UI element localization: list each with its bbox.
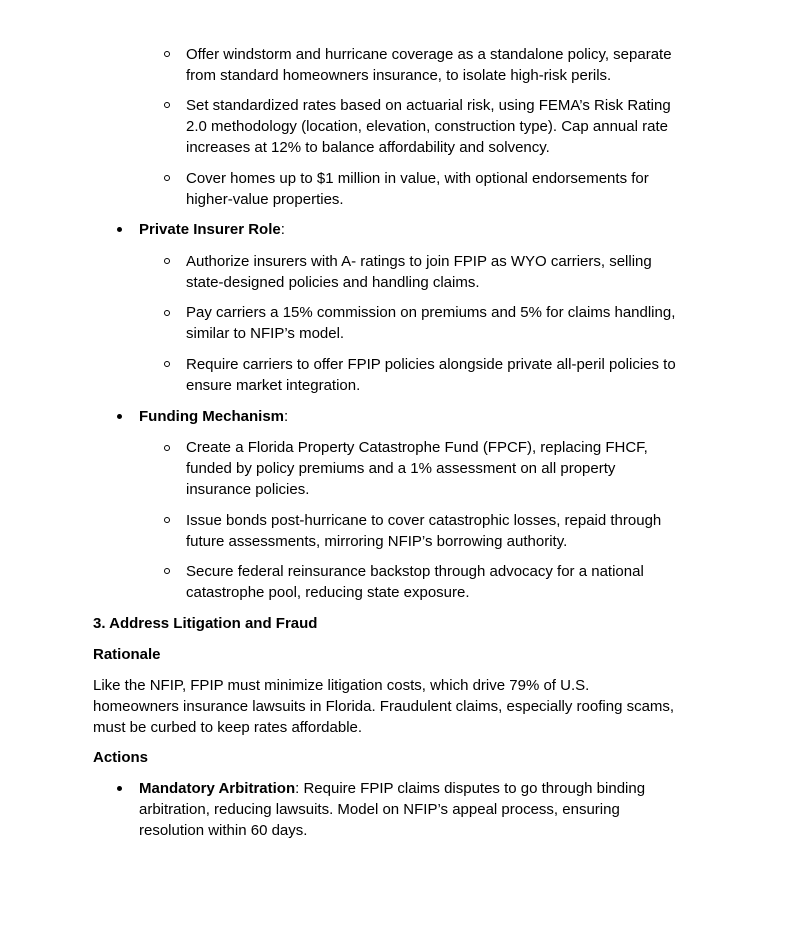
paragraph-line: Like the NFIP, FPIP must minimize litigation costs, which drive 79% of U.S.	[93, 677, 590, 694]
list-item-text: higher-value properties.	[186, 191, 344, 208]
list-item-text: Pay carriers a 15% commission on premiums and 5% for claims handling,	[186, 304, 676, 321]
list-item-text: Secure federal reinsurance backstop through advocacy for a national	[186, 563, 644, 580]
sub-bullet	[164, 445, 170, 451]
list-item-text: increases at 12% to balance affordability and solvency.	[186, 139, 550, 156]
list-item-text: 2.0 methodology (location, elevation, construction type). Cap annual rate	[186, 118, 668, 135]
list-item-suffix: :	[284, 408, 289, 425]
sub-bullet	[164, 258, 170, 264]
list-item-suffix: :	[280, 221, 285, 238]
list-item-text: Cover homes up to $1 million in value, with optional endorsements for	[186, 170, 649, 187]
bullet	[117, 414, 122, 419]
list-item-arbitration	[139, 778, 645, 799]
sub-bullet	[164, 517, 170, 523]
list-item-label: Private Insurer Role	[139, 221, 281, 238]
list-item-text: state-designed policies and handling claims.	[186, 274, 480, 291]
list-item-label: Mandatory Arbitration	[139, 780, 296, 797]
list-item-private-insurer	[139, 219, 285, 240]
subheading-rationale: Rationale	[93, 646, 161, 663]
subheading-actions: Actions	[93, 749, 149, 766]
list-item-text: catastrophe pool, reducing state exposure.	[186, 584, 470, 601]
sub-bullet	[164, 102, 170, 108]
list-item-text: future assessments, mirroring NFIP’s borrowing authority.	[186, 533, 568, 550]
bullet	[117, 786, 122, 791]
list-item-text: from standard homeowners insurance, to isolate high-risk perils.	[186, 67, 612, 84]
list-item-text: ensure market integration.	[186, 377, 361, 394]
list-item-text: similar to NFIP’s model.	[186, 325, 345, 342]
list-item-text: arbitration, reducing lawsuits. Model on NFIP’s appeal process, ensuring	[139, 801, 620, 818]
list-item-text: insurance policies.	[186, 481, 310, 498]
list-item-text: Authorize insurers with A- ratings to join FPIP as WYO carriers, selling	[186, 253, 652, 270]
sub-bullet	[164, 310, 170, 316]
list-item-text: Create a Florida Property Catastrophe Fund (FPCF), replacing FHCF,	[186, 439, 648, 456]
list-item-label: Funding Mechanism	[139, 408, 285, 425]
list-item-text: Issue bonds post-hurricane to cover catastrophic losses, repaid through	[186, 512, 662, 529]
list-item-text: Set standardized rates based on actuarial risk, using FEMA’s Risk Rating	[186, 97, 671, 114]
bullet	[117, 227, 122, 232]
list-item-funding	[139, 406, 288, 427]
paragraph-line: homeowners insurance lawsuits in Florida. Fraudulent claims, especially roofing scams,	[93, 698, 675, 715]
list-item-text: funded by policy premiums and a 1% assessment on all property	[186, 460, 616, 477]
list-item-text: resolution within 60 days.	[139, 822, 308, 839]
sub-bullet	[164, 51, 170, 57]
paragraph-line: must be curbed to keep rates affordable.	[93, 719, 363, 736]
sub-bullet	[164, 568, 170, 574]
list-item-text: Require carriers to offer FPIP policies alongside private all-peril policies to	[186, 356, 676, 373]
sub-bullet	[164, 361, 170, 367]
list-item-text: Offer windstorm and hurricane coverage as a standalone policy, separate	[186, 46, 672, 63]
section-heading: 3. Address Litigation and Fraud	[93, 615, 318, 632]
sub-bullet	[164, 175, 170, 181]
list-item-text: : Require FPIP claims disputes to go through binding	[295, 780, 646, 797]
